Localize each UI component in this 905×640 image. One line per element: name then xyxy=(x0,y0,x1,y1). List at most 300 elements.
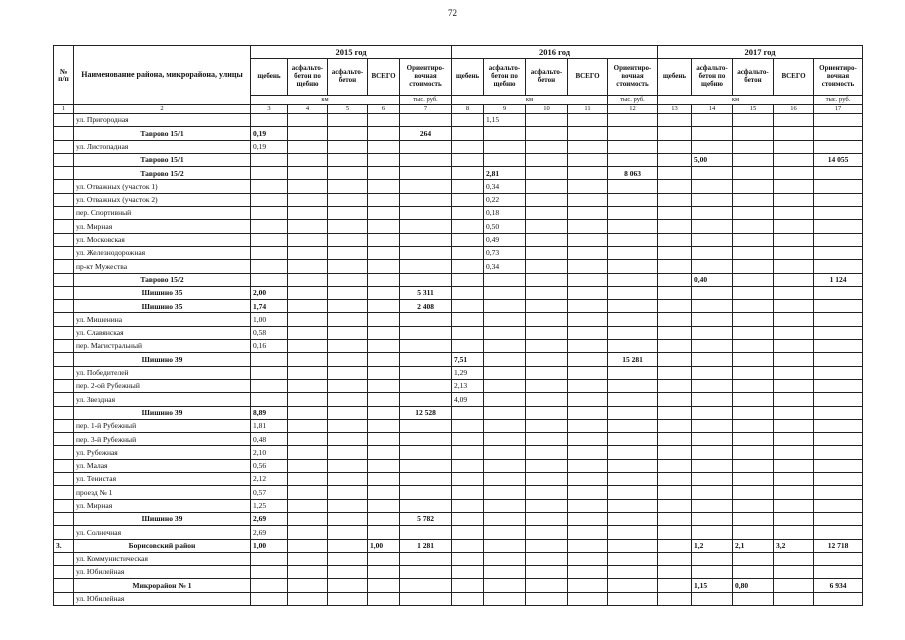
length-cell xyxy=(733,246,774,259)
length-cell xyxy=(692,366,733,379)
cost-cell xyxy=(814,167,863,180)
row-number xyxy=(54,153,74,166)
length-cell xyxy=(658,300,692,313)
length-cell xyxy=(368,473,400,486)
length-cell xyxy=(368,419,400,432)
length-cell xyxy=(484,406,526,419)
length-cell xyxy=(774,526,814,539)
length-cell xyxy=(658,340,692,353)
table-row xyxy=(54,233,863,246)
length-cell xyxy=(452,473,484,486)
length-cell xyxy=(733,552,774,565)
length-cell xyxy=(288,260,328,273)
table-row xyxy=(54,446,863,459)
length-cell xyxy=(774,220,814,233)
length-cell xyxy=(251,592,288,605)
row-number xyxy=(54,379,74,392)
table-row xyxy=(54,114,863,127)
length-cell xyxy=(774,353,814,366)
row-number xyxy=(54,473,74,486)
length-cell xyxy=(568,220,608,233)
length-cell xyxy=(484,353,526,366)
length-cell xyxy=(774,379,814,392)
length-cell xyxy=(774,313,814,326)
length-cell xyxy=(328,326,368,339)
cost-cell xyxy=(608,512,658,525)
cost-cell xyxy=(400,366,452,379)
section-name: Таврово 15/2 xyxy=(74,167,251,180)
cost-cell xyxy=(400,566,452,579)
length-cell xyxy=(526,473,568,486)
cost-cell xyxy=(814,473,863,486)
length-cell xyxy=(658,433,692,446)
length-cell xyxy=(692,446,733,459)
row-number xyxy=(54,406,74,419)
cost-cell xyxy=(814,566,863,579)
cost-cell xyxy=(608,246,658,259)
section-name: Шишино 35 xyxy=(74,300,251,313)
length-cell xyxy=(774,419,814,432)
length-cell xyxy=(288,300,328,313)
length-cell xyxy=(658,393,692,406)
length-cell: 0,40 xyxy=(692,273,733,286)
length-cell: 2,10 xyxy=(251,446,288,459)
row-number xyxy=(54,552,74,565)
cost-cell: 264 xyxy=(400,127,452,140)
length-cell xyxy=(484,566,526,579)
length-cell xyxy=(692,127,733,140)
length-cell: 0,57 xyxy=(251,486,288,499)
street-name: пер. Магистральный xyxy=(74,340,251,353)
row-number xyxy=(54,433,74,446)
length-cell xyxy=(658,379,692,392)
length-cell xyxy=(692,220,733,233)
section-name: Борисовский район xyxy=(74,539,251,552)
length-cell xyxy=(368,526,400,539)
length-cell xyxy=(484,446,526,459)
length-cell xyxy=(368,300,400,313)
length-cell xyxy=(328,207,368,220)
length-cell xyxy=(733,326,774,339)
length-cell xyxy=(328,193,368,206)
header-subcol: щебень xyxy=(452,59,484,96)
length-cell xyxy=(288,233,328,246)
length-cell: 0,18 xyxy=(484,207,526,220)
length-cell xyxy=(288,326,328,339)
length-cell xyxy=(774,433,814,446)
cost-cell: 15 281 xyxy=(608,353,658,366)
length-cell xyxy=(774,167,814,180)
length-cell xyxy=(368,406,400,419)
length-cell xyxy=(774,406,814,419)
row-number xyxy=(54,313,74,326)
length-cell: 7,51 xyxy=(452,353,484,366)
length-cell: 1,15 xyxy=(692,579,733,592)
length-cell xyxy=(692,526,733,539)
length-cell xyxy=(368,379,400,392)
length-cell: 0,50 xyxy=(484,220,526,233)
length-cell xyxy=(368,233,400,246)
length-cell xyxy=(484,326,526,339)
length-cell xyxy=(526,592,568,605)
length-cell xyxy=(526,233,568,246)
header-subcol: асфальто-бетон xyxy=(328,59,368,96)
length-cell xyxy=(692,379,733,392)
cost-cell xyxy=(608,220,658,233)
length-cell xyxy=(568,326,608,339)
cost-cell xyxy=(814,486,863,499)
length-cell xyxy=(658,127,692,140)
length-cell: 2,1 xyxy=(733,539,774,552)
length-cell: 1,29 xyxy=(452,366,484,379)
length-cell xyxy=(774,153,814,166)
table-row xyxy=(54,140,863,153)
length-cell xyxy=(658,512,692,525)
length-cell xyxy=(774,140,814,153)
cost-cell xyxy=(608,566,658,579)
header-column-number: 16 xyxy=(774,105,814,114)
length-cell xyxy=(692,406,733,419)
length-cell xyxy=(733,526,774,539)
length-cell xyxy=(568,552,608,565)
length-cell xyxy=(452,566,484,579)
length-cell xyxy=(568,193,608,206)
cost-cell xyxy=(400,433,452,446)
length-cell xyxy=(774,207,814,220)
length-cell: 1,00 xyxy=(251,539,288,552)
length-cell xyxy=(288,419,328,432)
length-cell xyxy=(484,592,526,605)
length-cell xyxy=(328,220,368,233)
length-cell xyxy=(368,313,400,326)
length-cell xyxy=(251,180,288,193)
length-cell xyxy=(658,539,692,552)
length-cell xyxy=(452,246,484,259)
length-cell xyxy=(526,326,568,339)
length-cell xyxy=(733,499,774,512)
length-cell xyxy=(328,512,368,525)
length-cell xyxy=(328,180,368,193)
length-cell xyxy=(526,340,568,353)
length-cell xyxy=(328,167,368,180)
street-name: ул. Юбилейная xyxy=(74,566,251,579)
length-cell xyxy=(568,512,608,525)
cost-cell xyxy=(608,114,658,127)
length-cell xyxy=(733,233,774,246)
row-number xyxy=(54,499,74,512)
length-cell xyxy=(658,326,692,339)
length-cell xyxy=(526,193,568,206)
length-cell xyxy=(288,140,328,153)
length-cell xyxy=(452,459,484,472)
length-cell xyxy=(692,499,733,512)
cost-cell xyxy=(400,340,452,353)
length-cell xyxy=(692,512,733,525)
cost-cell xyxy=(400,326,452,339)
length-cell xyxy=(288,393,328,406)
length-cell xyxy=(692,313,733,326)
length-cell: 2,69 xyxy=(251,512,288,525)
length-cell xyxy=(368,353,400,366)
table-row xyxy=(54,246,863,259)
length-cell xyxy=(568,207,608,220)
length-cell xyxy=(692,473,733,486)
length-cell xyxy=(733,193,774,206)
header-year-2017: 2017 год xyxy=(658,46,863,59)
length-cell xyxy=(692,592,733,605)
length-cell: 0,19 xyxy=(251,140,288,153)
length-cell xyxy=(328,353,368,366)
header-subcol: ВСЕГО xyxy=(568,59,608,96)
length-cell xyxy=(568,233,608,246)
length-cell xyxy=(526,286,568,299)
length-cell xyxy=(288,127,328,140)
header-column-number: 8 xyxy=(452,105,484,114)
length-cell xyxy=(288,167,328,180)
length-cell xyxy=(288,313,328,326)
length-cell xyxy=(484,419,526,432)
length-cell xyxy=(368,433,400,446)
length-cell xyxy=(526,127,568,140)
length-cell xyxy=(452,220,484,233)
length-cell xyxy=(774,499,814,512)
length-cell xyxy=(251,167,288,180)
length-cell xyxy=(452,326,484,339)
length-cell xyxy=(526,300,568,313)
length-cell xyxy=(484,313,526,326)
length-cell xyxy=(774,246,814,259)
cost-cell xyxy=(400,220,452,233)
length-cell xyxy=(526,499,568,512)
cost-cell xyxy=(814,526,863,539)
length-cell xyxy=(733,406,774,419)
length-cell xyxy=(568,140,608,153)
length-cell xyxy=(692,140,733,153)
length-cell xyxy=(368,552,400,565)
length-cell: 4,09 xyxy=(452,393,484,406)
length-cell xyxy=(733,473,774,486)
row-number xyxy=(54,512,74,525)
cost-cell xyxy=(814,592,863,605)
length-cell xyxy=(526,220,568,233)
length-cell xyxy=(452,592,484,605)
length-cell xyxy=(658,273,692,286)
street-name: ул. Листопадная xyxy=(74,140,251,153)
street-name: проезд № 1 xyxy=(74,486,251,499)
length-cell xyxy=(452,579,484,592)
length-cell xyxy=(328,459,368,472)
length-cell xyxy=(452,300,484,313)
length-cell xyxy=(733,153,774,166)
header-column-number: 4 xyxy=(288,105,328,114)
length-cell xyxy=(368,167,400,180)
cost-cell xyxy=(608,433,658,446)
length-cell xyxy=(658,446,692,459)
length-cell: 0,56 xyxy=(251,459,288,472)
length-cell xyxy=(774,579,814,592)
header-subcol: Ориентиро-вочная стоимость xyxy=(814,59,863,96)
length-cell xyxy=(774,193,814,206)
length-cell xyxy=(526,273,568,286)
cost-cell xyxy=(608,486,658,499)
cost-cell xyxy=(608,379,658,392)
length-cell xyxy=(484,499,526,512)
table-row xyxy=(54,579,863,592)
length-cell xyxy=(658,366,692,379)
length-cell xyxy=(526,114,568,127)
length-cell xyxy=(774,340,814,353)
section-name: Таврово 15/1 xyxy=(74,127,251,140)
length-cell xyxy=(658,140,692,153)
length-cell xyxy=(568,246,608,259)
street-name: ул. Рубежная xyxy=(74,446,251,459)
cost-cell xyxy=(400,153,452,166)
length-cell xyxy=(692,193,733,206)
length-cell xyxy=(774,114,814,127)
length-cell xyxy=(368,260,400,273)
length-cell xyxy=(568,313,608,326)
length-cell xyxy=(251,246,288,259)
row-number xyxy=(54,167,74,180)
length-cell xyxy=(774,260,814,273)
cost-cell xyxy=(608,300,658,313)
header-unit-cost: тыс. руб. xyxy=(400,96,452,105)
header-column-number: 2 xyxy=(74,105,251,114)
table-row xyxy=(54,180,863,193)
length-cell xyxy=(484,366,526,379)
length-cell xyxy=(368,459,400,472)
length-cell xyxy=(733,379,774,392)
length-cell xyxy=(658,167,692,180)
table-row xyxy=(54,153,863,166)
length-cell xyxy=(328,233,368,246)
length-cell xyxy=(733,512,774,525)
length-cell xyxy=(526,433,568,446)
length-cell xyxy=(328,499,368,512)
length-cell xyxy=(368,114,400,127)
length-cell xyxy=(774,566,814,579)
cost-cell xyxy=(400,167,452,180)
cost-cell xyxy=(608,286,658,299)
cost-cell: 8 063 xyxy=(608,167,658,180)
length-cell xyxy=(288,512,328,525)
page-number: 72 xyxy=(448,8,457,18)
cost-cell xyxy=(400,473,452,486)
header-unit-cost: тыс. руб. xyxy=(814,96,863,105)
table-row xyxy=(54,486,863,499)
cost-cell xyxy=(814,220,863,233)
length-cell xyxy=(484,579,526,592)
length-cell xyxy=(484,300,526,313)
length-cell xyxy=(452,486,484,499)
length-cell: 2,81 xyxy=(484,167,526,180)
length-cell xyxy=(733,300,774,313)
length-cell xyxy=(288,114,328,127)
length-cell xyxy=(251,579,288,592)
length-cell xyxy=(452,153,484,166)
length-cell xyxy=(452,406,484,419)
cost-cell xyxy=(608,366,658,379)
length-cell xyxy=(774,393,814,406)
length-cell xyxy=(251,353,288,366)
cost-cell xyxy=(400,180,452,193)
header-name: Наименование района, микрорайона, улицы xyxy=(74,46,251,105)
length-cell xyxy=(288,180,328,193)
row-number xyxy=(54,446,74,459)
length-cell xyxy=(733,459,774,472)
length-cell xyxy=(526,167,568,180)
length-cell xyxy=(484,486,526,499)
length-cell xyxy=(288,153,328,166)
length-cell xyxy=(368,499,400,512)
table-row xyxy=(54,340,863,353)
row-number xyxy=(54,140,74,153)
section-name: Таврово 15/1 xyxy=(74,153,251,166)
length-cell xyxy=(288,273,328,286)
cost-cell xyxy=(400,207,452,220)
length-cell xyxy=(692,300,733,313)
table-row xyxy=(54,260,863,273)
row-number xyxy=(54,393,74,406)
length-cell xyxy=(452,127,484,140)
length-cell xyxy=(452,552,484,565)
cost-cell xyxy=(608,499,658,512)
header-unit-cost: тыс. руб. xyxy=(608,96,658,105)
length-cell xyxy=(568,393,608,406)
length-cell xyxy=(658,592,692,605)
length-cell xyxy=(658,286,692,299)
length-cell xyxy=(484,340,526,353)
length-cell xyxy=(526,366,568,379)
length-cell xyxy=(658,180,692,193)
length-cell xyxy=(251,552,288,565)
header-subcol: асфальто-бетон xyxy=(526,59,568,96)
length-cell xyxy=(774,592,814,605)
length-cell xyxy=(568,167,608,180)
length-cell xyxy=(288,246,328,259)
length-cell xyxy=(568,180,608,193)
length-cell: 0,34 xyxy=(484,260,526,273)
cost-cell xyxy=(608,273,658,286)
length-cell xyxy=(484,433,526,446)
length-cell xyxy=(526,246,568,259)
cost-cell xyxy=(814,499,863,512)
street-name: ул. Московская xyxy=(74,233,251,246)
length-cell xyxy=(452,260,484,273)
street-name: ул. Победителей xyxy=(74,366,251,379)
length-cell xyxy=(774,300,814,313)
length-cell: 0,48 xyxy=(251,433,288,446)
cost-cell xyxy=(608,592,658,605)
length-cell xyxy=(658,246,692,259)
length-cell xyxy=(658,486,692,499)
length-cell xyxy=(368,446,400,459)
street-name: пер. 2-ой Рубежный xyxy=(74,379,251,392)
length-cell xyxy=(328,273,368,286)
length-cell xyxy=(484,153,526,166)
length-cell xyxy=(484,526,526,539)
cost-cell xyxy=(814,419,863,432)
length-cell xyxy=(328,446,368,459)
row-number xyxy=(54,127,74,140)
section-name: Шишино 39 xyxy=(74,406,251,419)
table-row xyxy=(54,193,863,206)
length-cell xyxy=(568,499,608,512)
length-cell xyxy=(692,180,733,193)
length-cell xyxy=(368,127,400,140)
cost-cell xyxy=(608,579,658,592)
length-cell: 0,49 xyxy=(484,233,526,246)
